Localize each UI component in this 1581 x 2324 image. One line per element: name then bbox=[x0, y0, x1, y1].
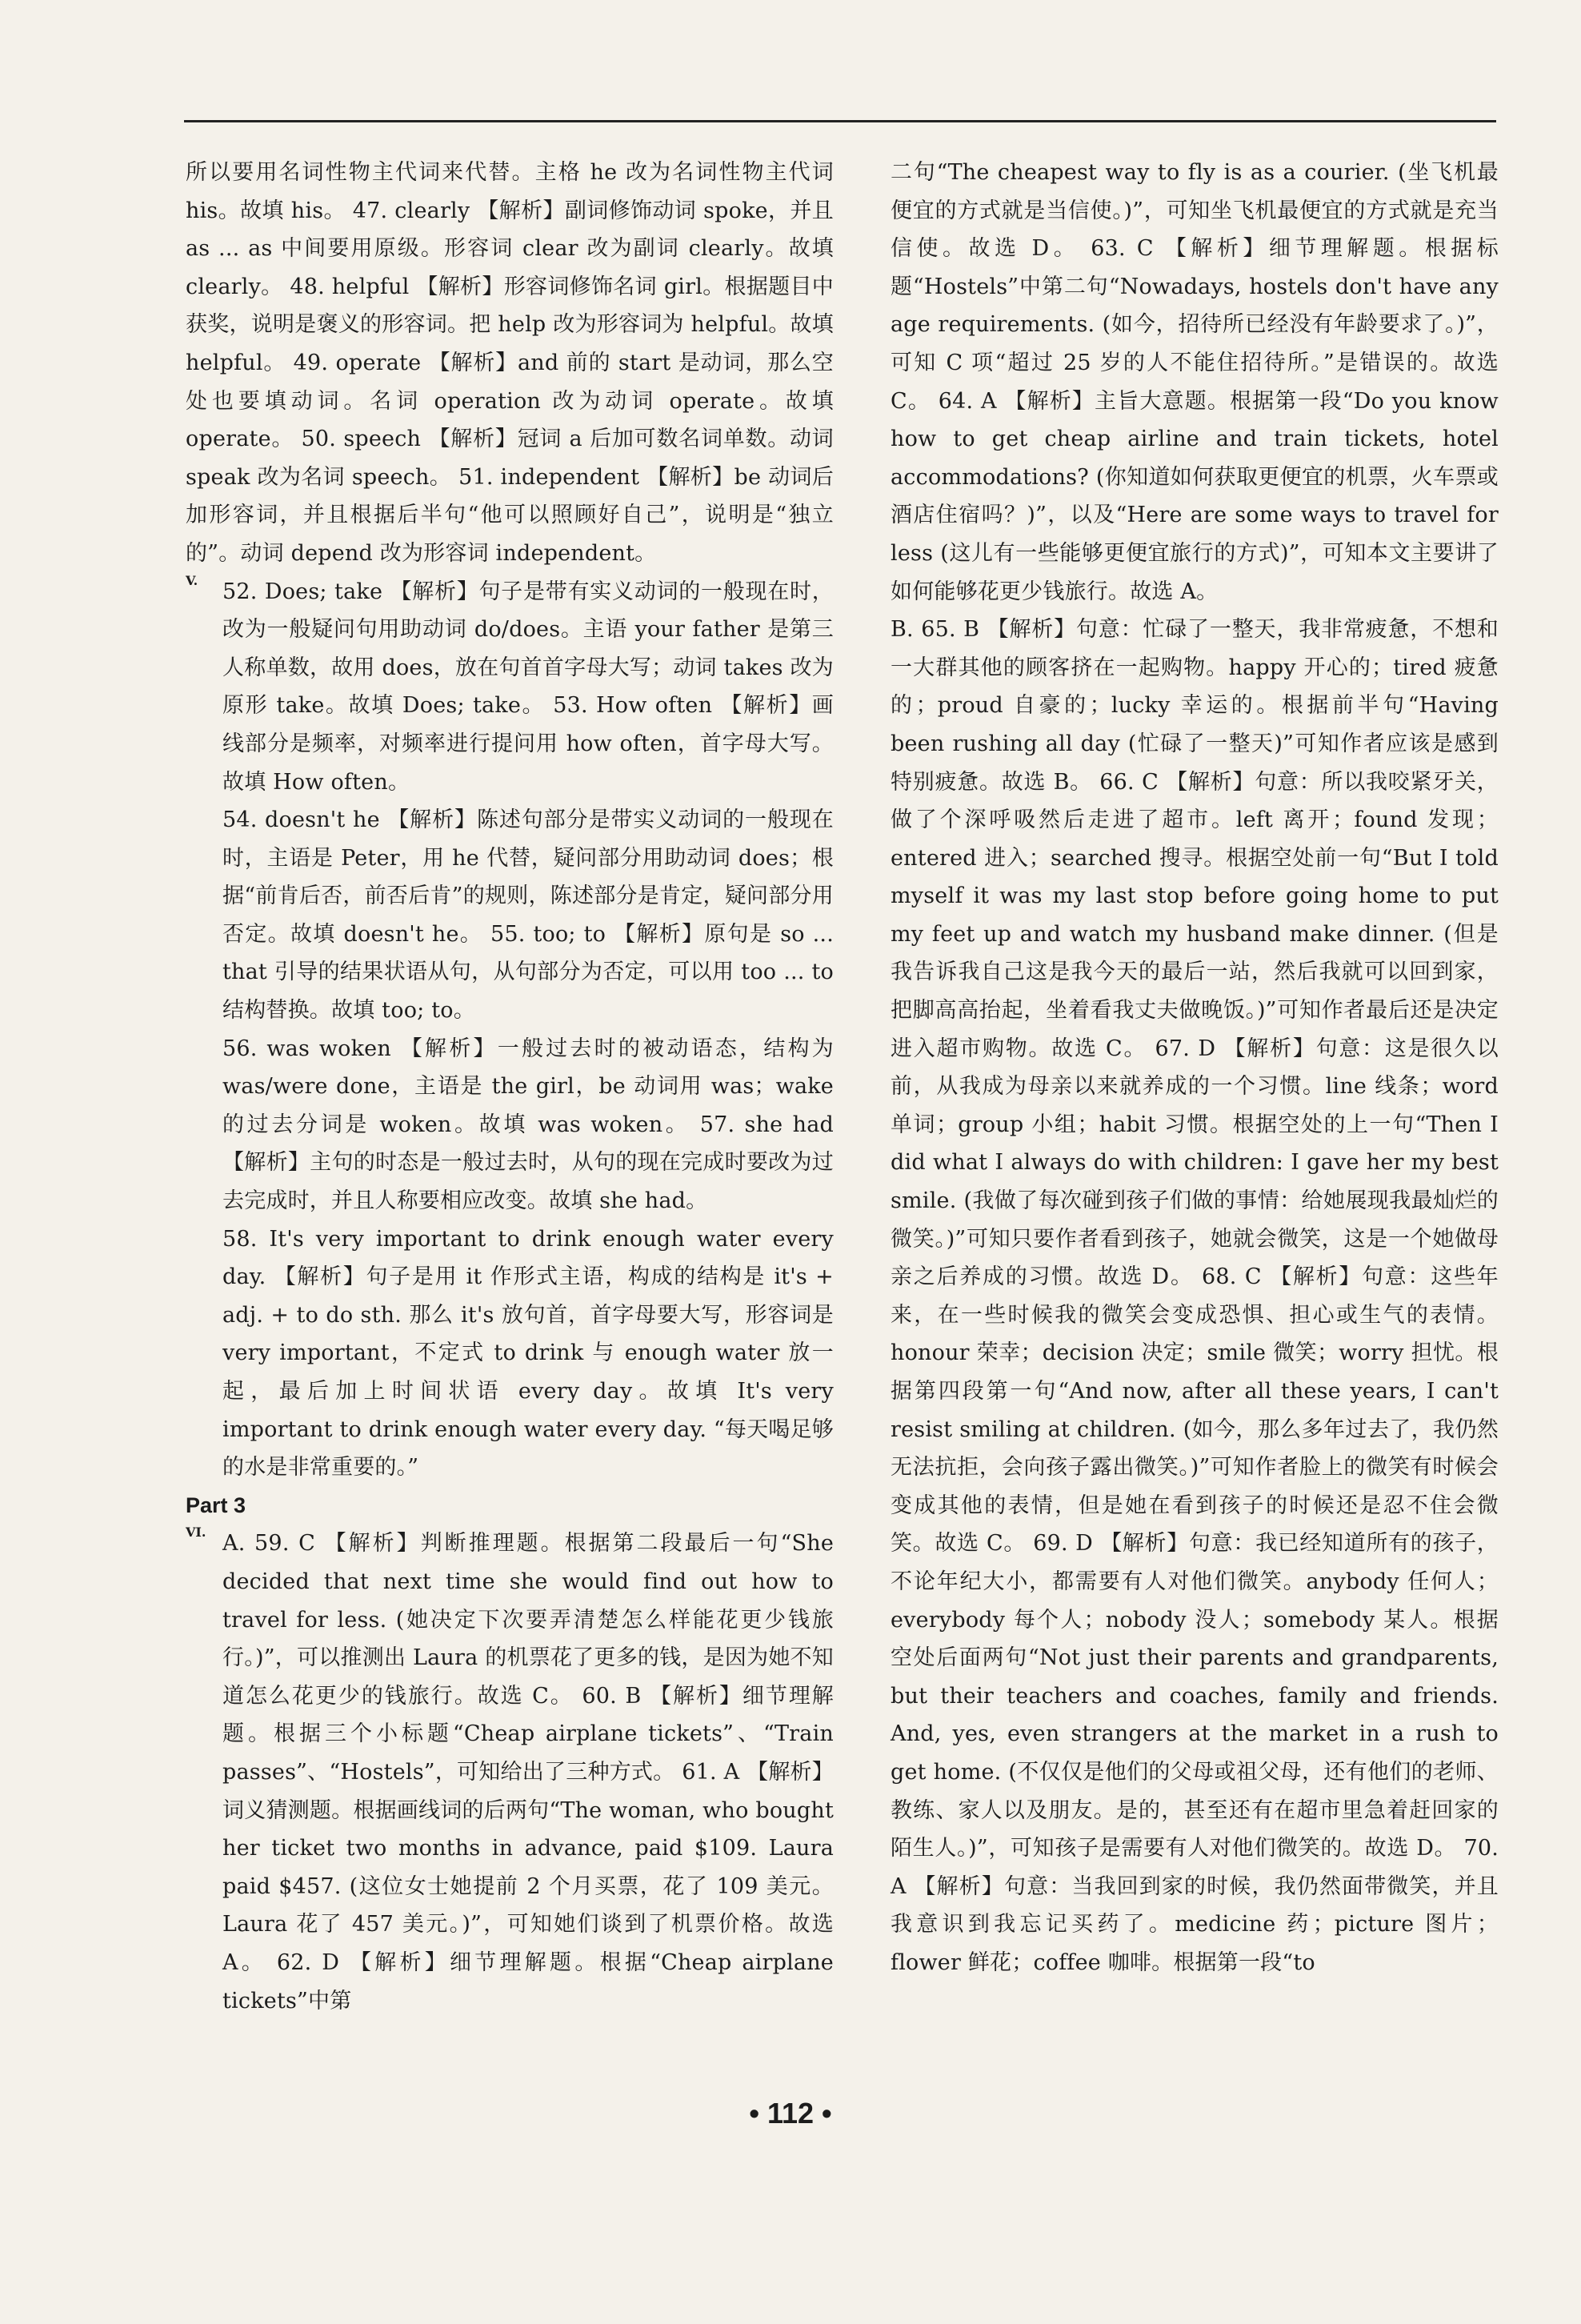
answer-paragraph-47-51: 所以要用名词性物主代词来代替。主格 he 改为名词性物主代词 his。故填 his。 47. clearly 【解析】副词修饰动词 spoke，并且 as ... as 中间要用原级。形容词 clear 改为副词 clearly。故填 clearly。 48. helpful 【解析】形容词修饰名词 girl。根据题目中获奖，说明是褒义的形容词。把 help 改为形容词为 helpful。故填 helpful。 49. operate 【解析】and 前的 start 是动词，那么空处也要填动词。名词 operation 改为动词 operate。故填 operate。 50. speech 【解析】冠词 a 后加可数名词单数。动词 speak 改为名词 speech。 51. independent 【解析】be 动词后加形容词，并且根据后半句“他可以照顾好自己”，说明是“独立的”。动词 depend 改为形容词 independent。 bbox=[186, 160, 834, 566]
page-number: • 112 • bbox=[749, 2097, 832, 2130]
answer-paragraph-65-70: B. 65. B 【解析】句意：忙碌了一整天，我非常疲惫，不想和一大群其他的顾客挤在一起购物。happy 开心的；tired 疲惫的；proud 自豪的；lucky 幸运的。根据前半句“Having been rushing all day (忙碌了一整天)”可知作者应该是感到特别疲惫。故选 B。 66. C 【解析】句意：所以我咬紧牙关，做了个深呼吸然后走进了超市。left 离开；found 发现；entered 进入；searched 搜寻。根据空处前一句“But I told myself it was my last stop before going home to put my feet up and watch my husband make dinner. (但是我告诉我自己这是我今天的最后一站，然后我就可以回到家，把脚高高抬起，坐着看我丈夫做晚饭。)”可知作者最后还是决定进入超市购物。故选 C。 67. D 【解析】句意：这是很久以前，从我成为母亲以来就养成的一个习惯。line 线条；word 单词；group 小组；habit 习惯。根据空处的上一句“Then I did what I always do with children: I gave her my best smile. (我做了每次碰到孩子们做的事情：给她展现我最灿烂的微笑。)”可知只要作者看到孩子，她就会微笑，这是一个她做母亲之后养成的习惯。故选 D。 68. C 【解析】句意：这些年来，在一些时候我的微笑会变成恐惧、担心或生气的表情。honour 荣幸；decision 决定；smile 微笑；worry 担忧。根据第四段第一句“And now, after all these years, I can't resist smiling at children. (如今，那么多年过去了，我仍然无法抗拒，会向孩子露出微笑。)”可知作者脸上的微笑有时候会变成其他的表情，但是她在看到孩子的时候还是忍不住会微笑。故选 C。 69. D 【解析】句意：我已经知道所有的孩子，不论年纪大小，都需要有人对他们微笑。anybody 任何人；everybody 每个人；nobody 没人；somebody 某人。根据空处后面两句“Not just their parents and grandparents, but their teachers and coaches, family and friends. And, yes, even strangers at the market in a rush to get home. (不仅仅是他们的父母或祖父母，还有他们的老师、教练、家人以及朋友。是的，甚至还有在超市里急着赶回家的陌生人。)”，可知孩子是需要有人对他们微笑的。故选 D。 70. A 【解析】句意：当我回到家的时候，我仍然面带微笑，并且我意识到我忘记买药了。medicine 药；picture 图片；flower 鲜花；coffee 咖啡。根据第一段“to bbox=[891, 617, 1499, 1975]
header-rule bbox=[184, 120, 1496, 122]
section-v-marker: V. bbox=[186, 572, 198, 588]
answer-paragraph-56-57: 56. was woken 【解析】一般过去时的被动语态，结构为 was/were done，主语是 the girl，be 动词用 was；wake 的过去分词是 woken。故填 was woken。 57. she had 【解析】主句的时态是一般过去时，从句的现在完成时要改为过去完成时，并且人称要相应改变。故填 she had。 bbox=[222, 1036, 834, 1214]
answer-paragraph-59-62: A. 59. C 【解析】判断推理题。根据第二段最后一句“She decided that next time she would find out how to travel for less. (她决定下次要弄清楚怎么样能花更少钱旅行。)”，可以推测出 Laura 的机票花了更多的钱，是因为她不知道怎么花更少的钱旅行。故选 C。 60. B 【解析】细节理解题。根据三个小标题“Cheap airplane tickets”、“Train passes”、“Hostels”，可知给出了三种方式。 61. A 【解析】词义猜测题。根据画线词的后两句“The woman, who bought her ticket two months in advance, paid $109. Laura paid $457. (这位女士她提前 2 个月买票，花了 109 美元。Laura 花了 457 美元。)”，可知她们谈到了机票价格。故选 A。 62. D 【解析】细节理解题。根据“Cheap airplane tickets”中第 bbox=[222, 1531, 834, 2013]
answer-paragraph-54-55: 54. doesn't he 【解析】陈述句部分是带实义动词的一般现在时，主语是 Peter，用 he 代替，疑问部分用助动词 does；根据“前肯后否，前否后肯”的规则，陈述部分是肯定，疑问部分用否定。故填 doesn't he。 55. too; to 【解析】原句是 so ... that 引导的结果状语从句，从句部分为否定，可以用 too ... to 结构替换。故填 too; to。 bbox=[222, 807, 834, 1024]
section-v bbox=[186, 573, 834, 1487]
section-vi-marker: VI. bbox=[186, 1525, 206, 1541]
part-heading: Part 3 bbox=[186, 1493, 246, 1517]
answer-paragraph-58: 58. It's very important to drink enough water every day. 【解析】句子是用 it 作形式主语，构成的结构是 it's + adj. + to do sth. 那么 it's 放句首，首字母要大写，形容词是 very important，不定式 to drink 与 enough water 放一起，最后加上时间状语 every day。故填 It's very important to drink enough water every day. “每天喝足够的水是非常重要的。” bbox=[222, 1226, 834, 1481]
right-column bbox=[891, 154, 1499, 1982]
left-column bbox=[186, 154, 834, 2020]
section-vi bbox=[186, 1525, 834, 2020]
answer-paragraph-62-64: 二句“The cheapest way to fly is as a courier. (坐飞机最便宜的方式就是当信使。)”，可知坐飞机最便宜的方式就是充当信使。故选 D。 63. C 【解析】细节理解题。根据标题“Hostels”中第二句“Nowadays, hostels don't have any age requirements. (如今，招待所已经没有年龄要求了。)”，可知 C 项“超过 25 岁的人不能住招待所。”是错误的。故选 C。 64. A 【解析】主旨大意题。根据第一段“Do you know how to get cheap airline and train tickets, hotel accommodations? (你知道如何获取更便宜的机票，火车票或酒店住宿吗？)”，以及“Here are some ways to travel for less (这儿有一些能够更便宜旅行的方式)”，可知本文主要讲了如何能够花更少钱旅行。故选 A。 bbox=[891, 160, 1499, 604]
answer-paragraph-52-53: 52. Does; take 【解析】句子是带有实义动词的一般现在时，改为一般疑问句用助动词 do/does。主语 your father 是第三人称单数，故用 does，放在句首首字母大写；动词 takes 改为原形 take。故填 Does; take。 53. How often 【解析】画线部分是频率，对频率进行提问用 how often，首字母大写。故填 How often。 bbox=[222, 579, 834, 795]
